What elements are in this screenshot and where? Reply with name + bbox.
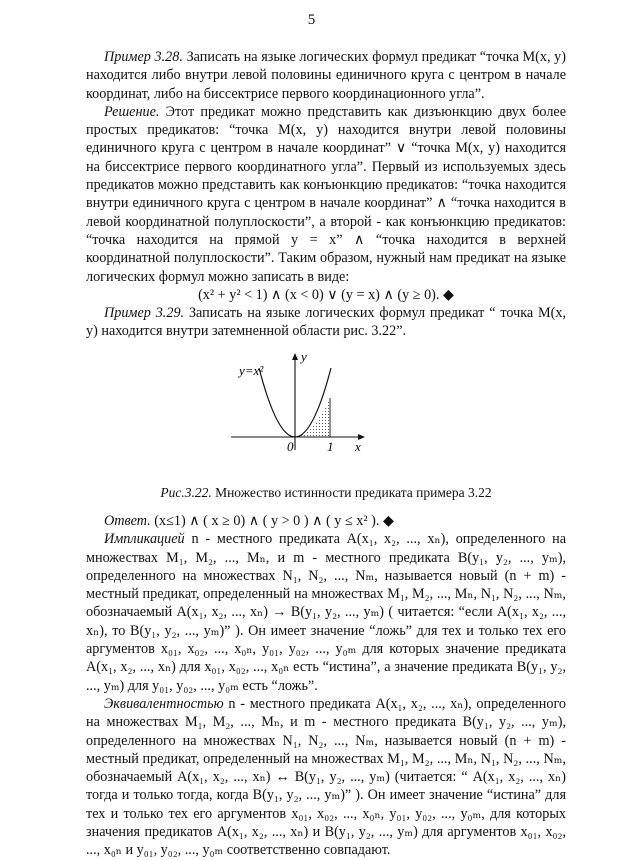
example-3-28-label: Пример 3.28.	[104, 49, 183, 65]
implication-paragraph	[86, 530, 566, 695]
origin-label: 0	[287, 439, 294, 454]
solution-label: Решение.	[104, 103, 160, 120]
y-axis-label: y	[301, 350, 307, 364]
equivalence-term: Эквивалентностью	[104, 695, 224, 712]
example-3-29-text: Записать на языке логических формул предикат “ точка M(x, y) находится внутри затемненной области рис. 3.22”.	[86, 305, 566, 340]
bottom-text-block	[86, 512, 566, 860]
figure-caption	[86, 485, 566, 501]
equivalence-paragraph	[86, 695, 566, 860]
implication-text: n - местного предиката A(x₁, x₂, ..., xₙ), определенного на множествах M₁, M₂, ..., Mₙ, и m - местного предиката B(y₁, y₂, ..., yₘ), определенного на множествах N₁, N₂, ..., Nₘ, называется новый (n + m) - местный предикат, определенный на множествах M₁, M₂, ..., Mₙ, N₁, N₂, ..., Nₘ, обозначаемый A(x₁, x₂, ..., xₙ) → B(y₁, y₂, ..., yₘ) ( читается: “если A(x₁, x₂, ..., xₙ), то B(y₁, y₂, ..., yₘ)” ). Он имеет значение “ложь” для тех и только тех его аргументов x₀₁, x₀₂, ..., x₀ₙ, y₀₁, y₀₂, ..., y₀ₘ для которых значение предиката A(x₁, x₂, ..., xₙ) для x₀₁, x₀₂, ..., x₀ₙ есть “истина”, а значение предиката B(y₁, y₂, ..., yₘ) для y₀₁, y₀₂, ..., y₀ₘ есть “ложь”.	[86, 531, 567, 694]
solution-text: Этот предикат можно представить как дизъюнкцию двух более простых предикатов: “точка M(x, y) находится внутри левой половины единичного круга с центром в начале координат” ∨ “точка M(x, y) находится на биссектрисе первого координатного угла”. Первый из используемых здесь предикатов можно представить как конъюнкцию предикатов: “точка находится внутри единичного круга с центром в начале координат” ∧ “точка находится в левой координатной полуплоскости”, а второй - как конъюнкцию предикатов: “точка находится на прямой y = x” ∧ “точка находится в верхней координатной полуплоскости”. Таким образом, нужный нам предикат на языке логических формул можно записать в виде:	[86, 103, 567, 285]
y-axis-arrow	[292, 353, 298, 360]
example-3-28	[86, 48, 566, 103]
example-3-29	[86, 304, 566, 341]
equivalence-text: n - местного предиката A(x₁, x₂, ..., xₙ), определенного на множествах M₁, M₂, ..., Mₙ, и m - местного предиката B(y₁, y₂, ..., yₘ), определенного на множествах N₁, N₂, ..., Nₘ, называется новый (n + m) - местный предикат, определенный на множествах M₁, M₂, ..., Mₙ, N₁, N₂, ..., Nₘ, обозначаемый A(x₁, x₂, ..., xₙ) ↔ B(y₁, y₂, ..., yₘ) (читается: “ A(x₁, x₂, ..., xₙ) тогда и только тогда, когда B(y₁, y₂, ..., yₘ)” ). Он имеет значение “истина” для тех и только тех его аргументов x₀₁, x₀₂, ..., x₀ₙ, y₀₁, y₀₂, ..., y₀ₘ, для которых значения предикатов A(x₁, x₂, ..., xₙ) и B(y₁, y₂, ..., yₘ) для аргументов x₀₁, x₀₂, ..., x₀ₙ и y₀₁, y₀₂, ..., y₀ₘ соответственно совпадают.	[86, 695, 567, 859]
tick-1-label: 1	[327, 439, 334, 454]
shaded-region	[295, 398, 330, 437]
caption-label: Рис.3.22.	[160, 485, 212, 500]
example-3-28-text: Записать на языке логических формул предикат “точка M(x, y) находится либо внутри левой половины единичного круга с центром в начале координат, либо на биссектрисе первого координационного угла”.	[86, 49, 566, 102]
caption-text: Множество истинности предиката примера 3.22	[215, 485, 492, 500]
answer-text: (x≤1) ∧ ( x ≥ 0) ∧ ( y > 0 ) ∧ ( y ≤ x² ). ◆	[154, 513, 394, 529]
example-3-29-label: Пример 3.29.	[104, 305, 185, 322]
solution-formula: (x² + y² < 1) ∧ (x < 0) ∨ (y = x) ∧ (y ≥ 0). ◆	[198, 286, 454, 303]
figure-3-22	[225, 350, 375, 455]
solution-paragraph	[86, 103, 566, 286]
curve-label: y=x²	[239, 363, 264, 378]
answer-paragraph	[86, 512, 566, 530]
page-number: 5	[307, 12, 316, 28]
answer-label: Ответ.	[104, 513, 151, 529]
implication-term: Импликацией	[104, 531, 185, 548]
top-text-block	[86, 48, 566, 341]
x-axis-label: x	[355, 439, 361, 454]
